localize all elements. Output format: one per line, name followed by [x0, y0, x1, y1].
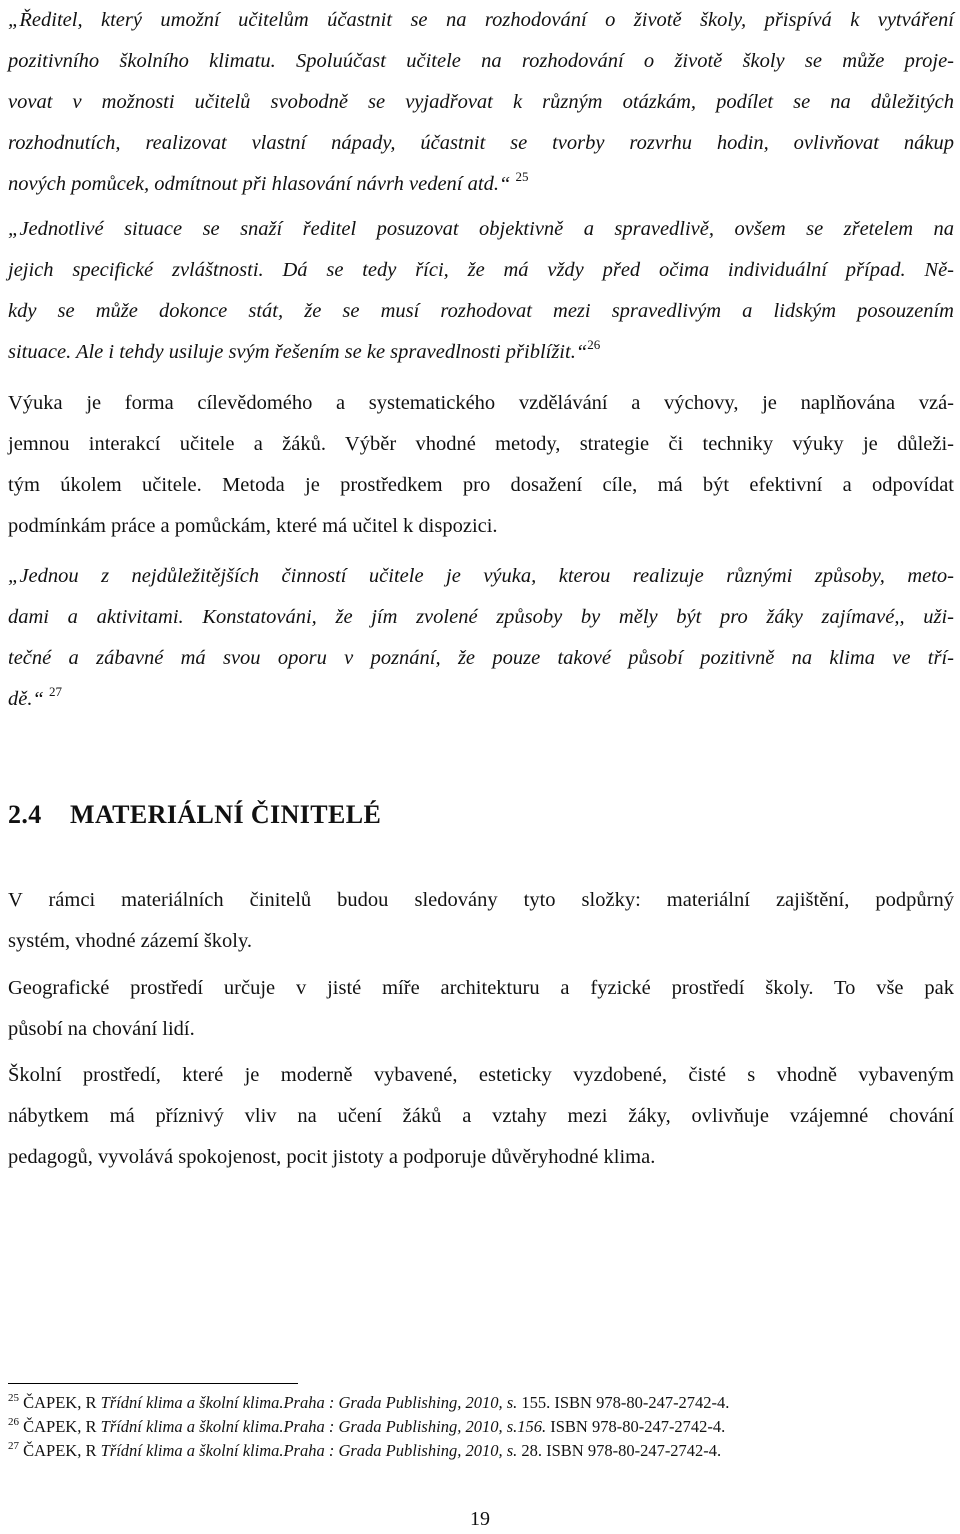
body-paragraph-2 — [8, 880, 954, 962]
text-line: dě.“ $^{27}$ — [8, 684, 62, 710]
quote-paragraph-3 — [8, 556, 954, 720]
section-number: 2.4 — [8, 800, 42, 829]
footnote-author: ČAPEK, R — [23, 1441, 101, 1460]
body-paragraph-3 — [8, 968, 954, 1050]
footnote-number: 27 — [8, 1440, 19, 1452]
text-line: podmínkám práce a pomůckám, které má učitel k dispozici. — [8, 515, 498, 537]
text-line: situace. Ale i tehdy usiluje svým řešením se ke spravedlnosti přiblížit.“$^{26}$ — [8, 337, 601, 363]
section-heading — [8, 800, 381, 830]
quote-paragraph-2 — [8, 209, 954, 373]
text-line: nábytkem má příznivý vliv na učení žáků a vztahy mezi žáky, ovlivňuje vzájemné chování — [8, 1105, 954, 1127]
page-number: 19 — [470, 1508, 490, 1530]
text-line: systém, vhodné zázemí školy. — [8, 930, 253, 952]
section-title: MATERIÁLNÍ ČINITELÉ — [70, 800, 382, 829]
text-line: rozhodnutích, realizovat vlastní nápady, účastnit se tvorby rozvrhu hodin, ovlivňovat nákup — [8, 132, 954, 154]
footnote-rest: 28. ISBN 978-80-247-2742-4. — [517, 1441, 722, 1460]
text-line: vovat v možnosti učitelů svobodně se vyjadřovat k různým otázkám, podílet se na důležitých — [8, 91, 954, 113]
text-line: Geografické prostředí určuje v jisté míře architekturu a fyzické prostředí školy. To vše pak — [8, 977, 954, 999]
footnote-separator — [8, 1383, 298, 1384]
body-paragraph-4 — [8, 1055, 954, 1178]
text-line: tým úkolem učitele. Metoda je prostředkem pro dosažení cíle, má být efektivní a odpovídat — [8, 474, 954, 496]
text-line: pedagogů, vyvolává spokojenost, pocit jistoty a podporuje důvěryhodné klima. — [8, 1146, 656, 1168]
text-line: dami a aktivitami. Konstatováni, že jím zvolené způsoby by měly být pro žáky zajímavé,, uži- — [8, 606, 954, 628]
text-line: „Jednotlivé situace se snaží ředitel posuzovat objektivně a spravedlivě, ovšem se zřetelem na — [8, 218, 954, 240]
text-line: působí na chování lidí. — [8, 1018, 195, 1040]
footnote-title: Třídní klima a školní klima.Praha : Grada Publishing, 2010, s. — [100, 1441, 518, 1460]
footnote-title: Třídní klima a školní klima.Praha : Grada Publishing, 2010, s.156. — [100, 1417, 547, 1436]
footnote-number: 25 — [8, 1392, 19, 1404]
footnote — [8, 1415, 725, 1439]
footnote-rest: 155. ISBN 978-80-247-2742-4. — [517, 1393, 730, 1412]
text-line: jejich specifické zvláštnosti. Dá se tedy říci, že má vždy před očima individuální případ. Ně- — [8, 259, 954, 281]
text-line: tečné a zábavné má svou oporu v poznání, že pouze takové působí pozitivně na klima ve tří- — [8, 647, 954, 669]
footnote-rest: ISBN 978-80-247-2742-4. — [546, 1417, 726, 1436]
body-paragraph-1 — [8, 383, 954, 547]
footnote-ref[interactable]: 27 — [49, 684, 62, 699]
footnote-title: Třídní klima a školní klima.Praha : Grada Publishing, 2010, s. — [100, 1393, 518, 1412]
footnote-author: ČAPEK, R — [23, 1417, 101, 1436]
text-line: pozitivního školního klimatu. Spoluúčast učitele na rozhodování o životě školy se může proje- — [8, 50, 954, 72]
text-line: jemnou interakcí učitele a žáků. Výběr vhodné metody, strategie či techniky výuky je důleži- — [8, 433, 954, 455]
text-line: „Ředitel, který umožní učitelům účastnit se na rozhodování o životě školy, přispívá k vytváření — [8, 9, 954, 31]
text-line: V rámci materiálních činitelů budou sledovány tyto složky: materiální zajištění, podpůrný — [8, 889, 954, 911]
text-line: Školní prostředí, které je moderně vybavené, esteticky vyzdobené, čisté s vhodně vybaveným — [8, 1064, 954, 1086]
text-line: kdy se může dokonce stát, že se musí rozhodovat mezi spravedlivým a lidským posouzením — [8, 300, 954, 322]
footnote-ref[interactable]: 25 — [515, 169, 529, 184]
text-line: Výuka je forma cílevědomého a systematického vzdělávání a výchovy, je naplňována vzá- — [8, 392, 954, 414]
text-line: nových pomůcek, odmítnout při hlasování návrh vedení atd.“ $^{25}$ — [8, 169, 529, 195]
footnote-author: ČAPEK, R — [23, 1393, 101, 1412]
footnote — [8, 1439, 721, 1463]
footnote-number: 26 — [8, 1416, 19, 1428]
footnote — [8, 1391, 729, 1415]
text-line: „Jednou z nejdůležitějších činností učitele je výuka, kterou realizuje různými způsoby, meto- — [8, 565, 954, 587]
quote-paragraph-1 — [8, 0, 954, 205]
footnote-ref[interactable]: 26 — [587, 337, 601, 352]
